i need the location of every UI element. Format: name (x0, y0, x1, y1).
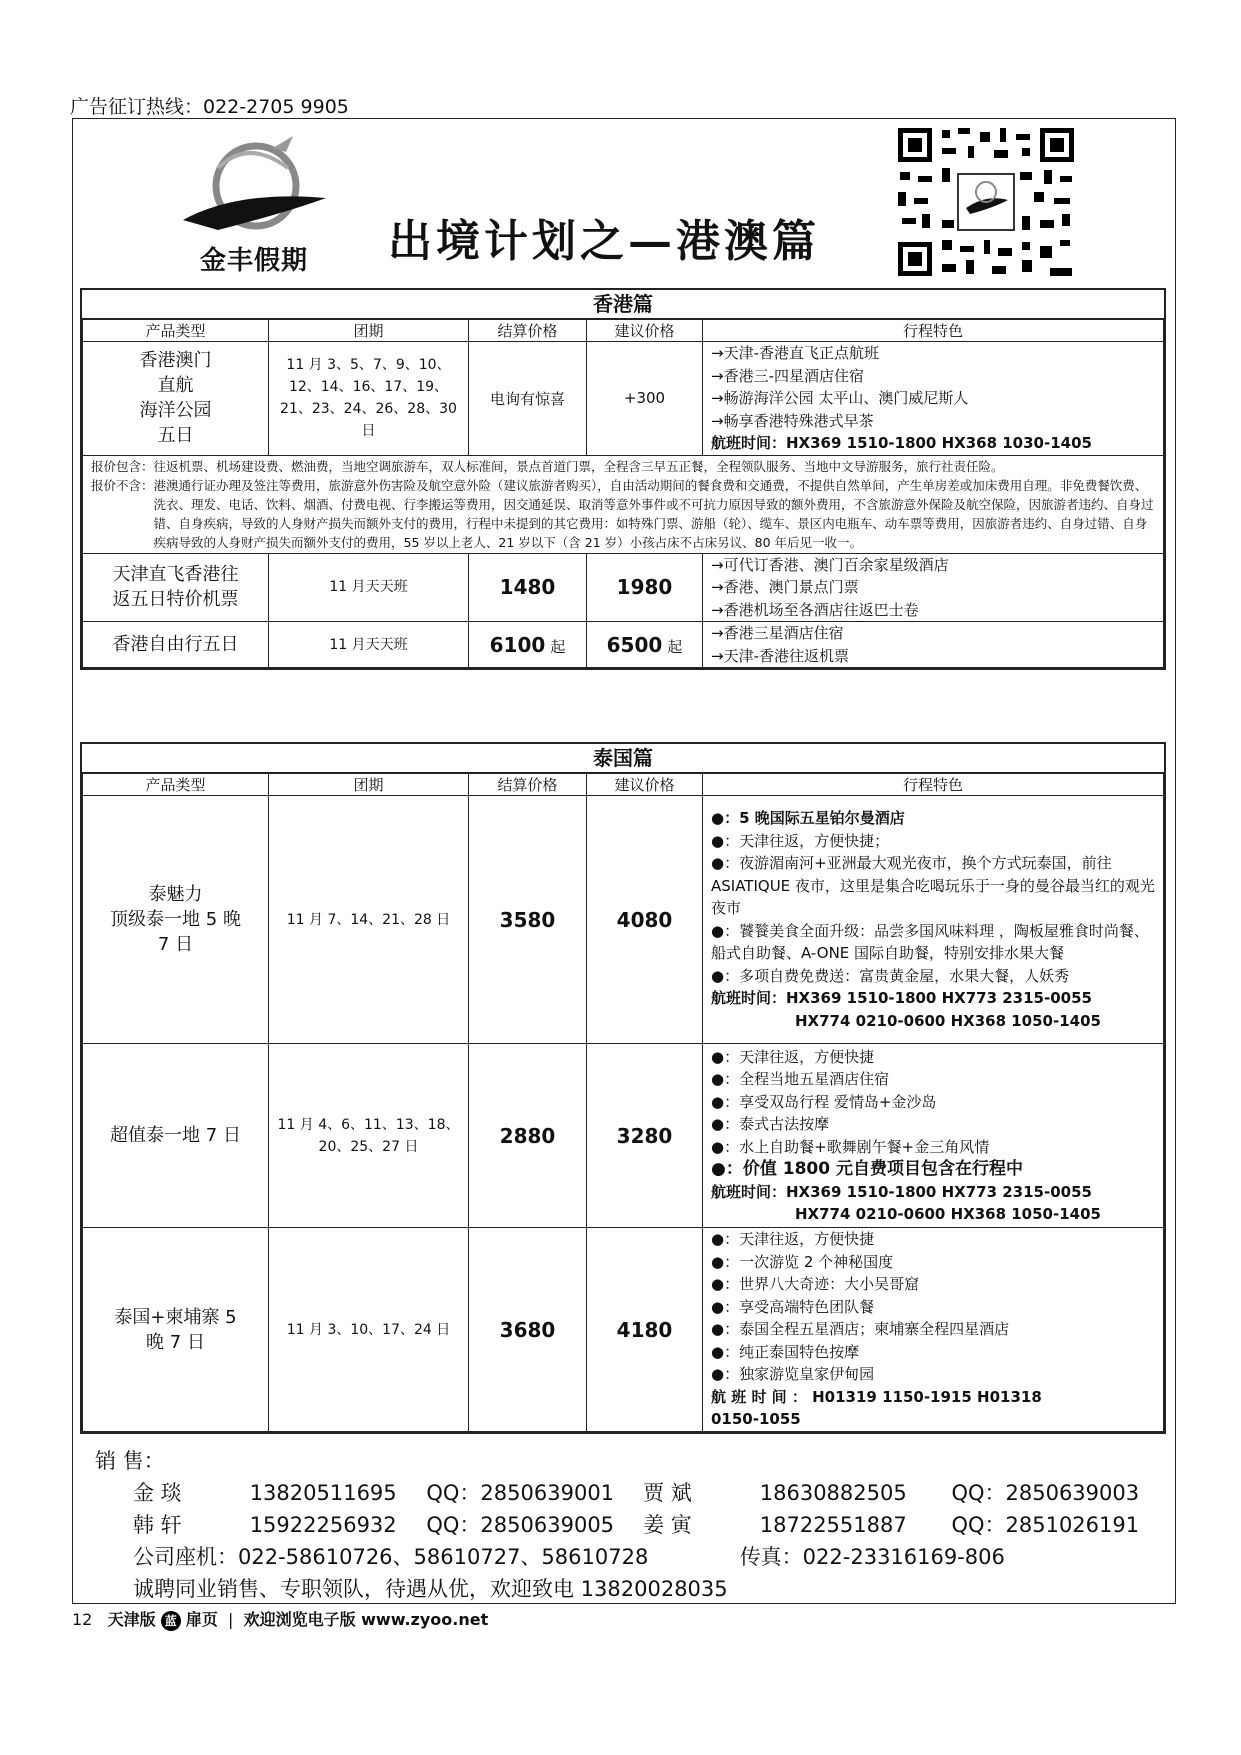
sales-name: 姜 寅 (643, 1513, 692, 1537)
features: →香港三星酒店住宿 →天津-香港往返机票 (703, 622, 1164, 668)
features: ●：天津往返，方便快捷 ●：全程当地五星酒店住宿 ●：享受双岛行程 爱情岛+金沙岛 ●：泰式古法按摩 ●：水上自助餐+歌舞剧午餐+金三角风情 ●：价值 1800 元自费项目包含在行程中 航班时间：HX369 1510-1800 HX773 2315-0055 HX774 0210-0600 HX368 1050-1405 (703, 1044, 1164, 1228)
sales-qq: QQ：2851026191 (951, 1513, 1140, 1537)
tour-dates: 11 月 3、5、7、9、10、12、14、16、17、19、21、23、24、26、28、30 日 (269, 342, 469, 456)
section-name: 扉页 (185, 1610, 218, 1629)
features: ●：天津往返，方便快捷 ●：一次游览 2 个神秘国度 ●：世界八大奇迹：大小吴哥窟 ●：享受高端特色团队餐 ●：泰国全程五星酒店；柬埔寨全程四星酒店 ●：纯正泰国特色按摩 ●：独家游览皇家伊甸园 航 班 时 间 ： H01319 1150-1915 H01318 0150-1055 (703, 1228, 1164, 1432)
sales-phone: 18722551887 (759, 1513, 907, 1537)
table-header-row (83, 774, 1164, 796)
tour-dates: 11 月天天班 (269, 622, 469, 668)
table-row (83, 1044, 1164, 1228)
product-name: 香港澳门 直航 海洋公园 五日 (83, 342, 269, 456)
tour-dates: 11 月 4、6、11、13、18、20、25、27 日 (269, 1044, 469, 1228)
ad-hotline: 广告征订热线：022-2705 9905 (70, 96, 349, 118)
col-features: 行程特色 (703, 320, 1164, 342)
sales-qq: QQ：2850639005 (426, 1513, 615, 1537)
table-row (83, 622, 1164, 668)
hk-section (80, 288, 1166, 670)
product-name: 天津直飞香港往 返五日特价机票 (83, 553, 269, 622)
sales-row (95, 1477, 1139, 1509)
suggest-price: +300 (587, 342, 703, 456)
settle-price: 3680 (469, 1228, 587, 1432)
th-section-title: 泰国篇 (82, 744, 1164, 773)
flight-times: 航班时间：HX369 1510-1800 HX368 1030-1405 (711, 434, 1092, 452)
sales-name: 金 琰 (133, 1481, 182, 1505)
col-product: 产品类型 (83, 774, 269, 796)
settle-price: 3580 (469, 796, 587, 1044)
features: →天津-香港直飞正点航班 →香港三-四星酒店住宿 →畅游海洋公园 太平山、澳门威尼斯人 →畅享香港特殊港式早茶 航班时间：HX369 1510-1800 HX368 1030-1405 (703, 342, 1164, 456)
table-row (83, 342, 1164, 456)
sales-phone: 15922256932 (249, 1513, 397, 1537)
col-settle: 结算价格 (469, 320, 587, 342)
col-dates: 团期 (269, 774, 469, 796)
product-name: 香港自由行五日 (83, 622, 269, 668)
sales-name: 贾 斌 (643, 1481, 692, 1505)
tour-dates: 11 月 3、10、17、24 日 (269, 1228, 469, 1432)
col-product: 产品类型 (83, 320, 269, 342)
th-section (80, 742, 1166, 1434)
edition-badge: 蓝 (161, 1611, 181, 1631)
company-phone-row (95, 1541, 1139, 1573)
suggest-price: 3280 (587, 1044, 703, 1228)
table-header-row (83, 320, 1164, 342)
company-landline: 公司座机：022-58610726、58610727、58610728 (133, 1545, 649, 1569)
company-fax: 传真：022-23316169-806 (739, 1545, 1005, 1569)
settle-price: 电询有惊喜 (469, 342, 587, 456)
sales-qq: QQ：2850639003 (951, 1481, 1140, 1505)
features: →可代订香港、澳门百余家星级酒店 →香港、澳门景点门票 →香港机场至各酒店往返巴士卷 (703, 553, 1164, 622)
flight-times: HX774 0210-0600 HX368 1050-1405 (795, 1011, 1101, 1030)
settle-price: 1480 (469, 553, 587, 622)
settle-price: 6100 起 (469, 622, 587, 668)
flight-times: 航班时间：HX369 1510-1800 HX773 2315-0055 (711, 989, 1092, 1007)
suggest-price: 4080 (587, 796, 703, 1044)
price-notes-row (83, 455, 1164, 553)
th-table (82, 773, 1164, 1432)
flight-times: 0150-1055 (711, 1410, 801, 1429)
flight-times: HX774 0210-0600 HX368 1050-1405 (795, 1205, 1101, 1223)
col-settle: 结算价格 (469, 774, 587, 796)
table-row (83, 796, 1164, 1044)
tagline: 欢迎浏览电子版 www.zyoo.net (243, 1610, 489, 1629)
sales-contacts (95, 1445, 1139, 1605)
tour-dates: 11 月天天班 (269, 553, 469, 622)
edition: 天津版 (107, 1610, 156, 1629)
col-dates: 团期 (269, 320, 469, 342)
hk-table (82, 319, 1164, 668)
flight-times: 航班时间：HX369 1510-1800 HX773 2315-0055 (711, 1182, 1092, 1201)
sales-phone: 18630882505 (759, 1481, 907, 1505)
product-name: 泰魅力 顶级泰一地 5 晚 7 日 (83, 796, 269, 1044)
suggest-price: 6500 起 (587, 622, 703, 668)
col-suggest: 建议价格 (587, 774, 703, 796)
page-footer: 12 天津版 蓝 扉页 | 欢迎浏览电子版 www.zyoo.net (72, 1610, 489, 1629)
tour-dates: 11 月 7、14、21、28 日 (269, 796, 469, 1044)
flight-times: 航 班 时 间 ： H01319 1150-1915 H01318 (711, 1387, 1042, 1406)
page-number: 12 (72, 1610, 93, 1629)
qr-code-icon (898, 128, 1074, 276)
price-notes: 报价包含： 往返机票、机场建设费、燃油费，当地空调旅游车，双人标准间，景点首道门票，全程含三早五正餐，全程领队服务、当地中文导游服务，旅行社责任险。 报价不含： 港澳通行证办理及签注等费用，旅游意外伤害险及航空意外险（建议旅游者购买），自由活动期间的餐食费和交通费，不提供自然单间，产生单房差或加床费用自理。非免费餐饮费、洗衣、理发、电话、饮料、烟酒、付费电视、行李搬运等费用，因交通延误、取消等意外事件或不可抗力原因导致的额外费用，不含旅游意外保险及航空保险，因旅游者违约、自身过错、自身疾病，导致的人身财产损失而额外支付的费用，行程中未提到的其它费用：如特殊门票、游船（轮）、缆车、景区内电瓶车、动车票等费用，因旅游者违约、自身过错、自身疾病导致的人身财产损失而额外支付的费用，55 岁以上老人、21 岁以下（含 21 岁）小孩占床不占床另议、80 年后见一收一。 (83, 455, 1164, 553)
sales-name: 韩 轩 (133, 1513, 182, 1537)
features: ●：5 晚国际五星铂尔曼酒店 ●：天津往返，方便快捷； ●：夜游湄南河+亚洲最大观光夜市，换个方式玩泰国，前往 ASIATIQUE 夜市，这里是集合吃喝玩乐于一身的曼谷最当红的观光夜市 ●：饕餮美食全面升级：品尝多国风味料理 ，陶板屋雅食时尚餐、船式自助餐、A-ONE 国际自助餐，特别安排水果大餐 ●：多项自费免费送：富贵黄金屋，水果大餐，人妖秀 航班时间：HX369 1510-1800 HX773 2315-0055 HX774 0210-0600 HX368 1050-1405 (703, 796, 1164, 1044)
settle-price: 2880 (469, 1044, 587, 1228)
suggest-price: 1980 (587, 553, 703, 622)
table-row (83, 1228, 1164, 1432)
sales-phone: 13820511695 (249, 1481, 397, 1505)
hk-section-title: 香港篇 (82, 290, 1164, 319)
sales-row (95, 1509, 1139, 1541)
recruitment-notice: 诚聘同业销售、专职领队，待遇从优，欢迎致电 13820028035 (133, 1577, 728, 1601)
page-title: 出境计划之—港澳篇 (388, 216, 820, 267)
logo-text: 金丰假期 (200, 246, 309, 276)
suggest-price: 4180 (587, 1228, 703, 1432)
sales-label: 销 售： (95, 1449, 165, 1473)
product-name: 泰国+柬埔寨 5 晚 7 日 (83, 1228, 269, 1432)
col-suggest: 建议价格 (587, 320, 703, 342)
table-row (83, 553, 1164, 622)
sales-qq: QQ：2850639001 (426, 1481, 615, 1505)
product-name: 超值泰一地 7 日 (83, 1044, 269, 1228)
col-features: 行程特色 (703, 774, 1164, 796)
